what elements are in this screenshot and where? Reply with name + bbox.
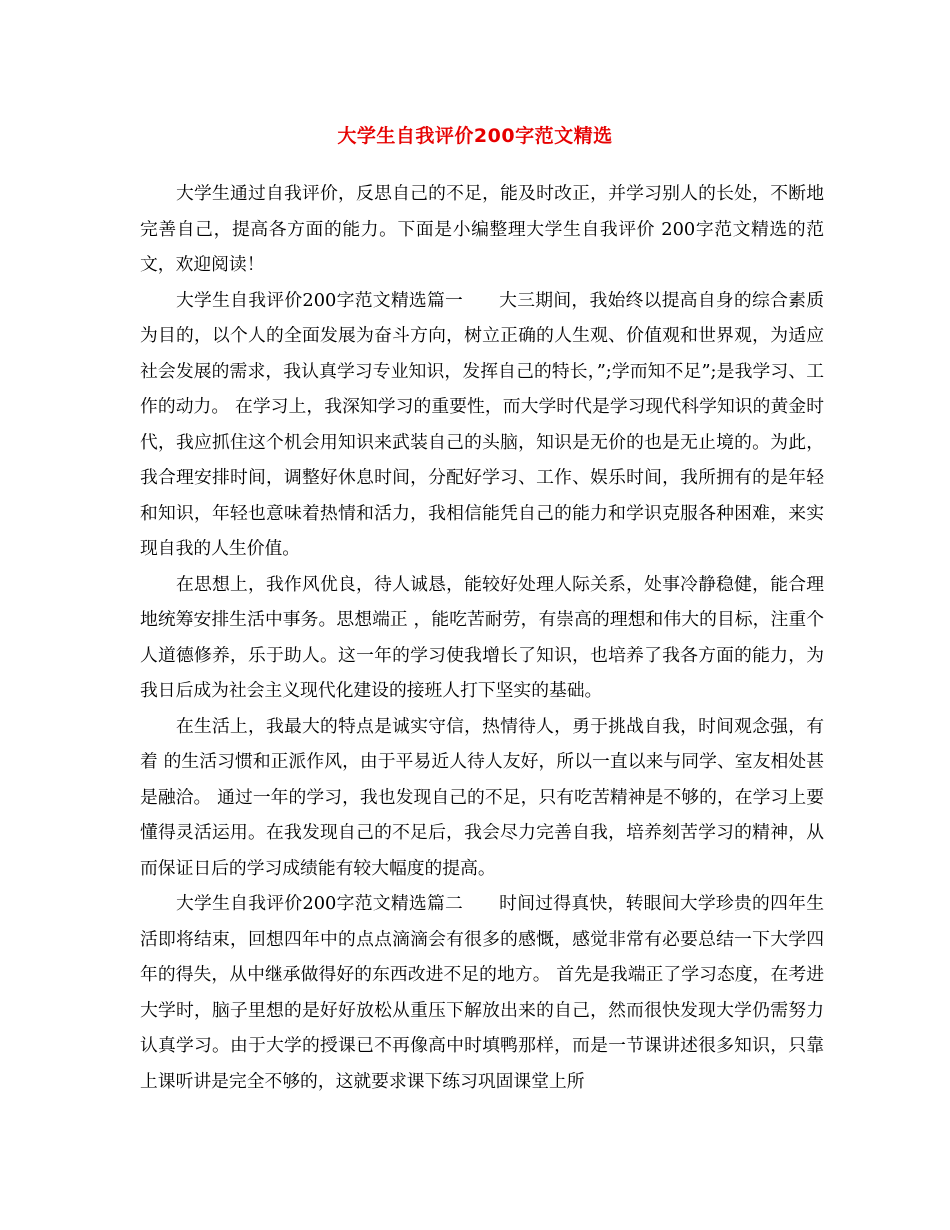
paragraph-intro: 大学生通过自我评价，反思自己的不足，能及时改正，并学习别人的长处，不断地完善自己，提高各方面的能力。下面是小编整理大学生自我评价 200字范文精选的范文，欢迎阅读！ (140, 183, 824, 275)
document-title: 大学生自我评价200字范文精选 (337, 125, 613, 147)
paragraph-thought: 在思想上，我作风优良，待人诚恳，能较好处理人际关系，处事冷静稳健，能合理地统筹安排生活中事务。思想端正 ，能吃苦耐劳，有崇高的理想和伟大的目标，注重个人道德修养，乐于助人。这一年的学习使我增长了知识，也培养了我各方面的能力，为我日后成为社会主义现代化建设的接班人打下坚实的基础。 (140, 573, 824, 701)
paragraph-sample-one: 大学生自我评价200字范文精选篇一 大三期间，我始终以提高自身的综合素质为目的，以个人的全面发展为奋斗方向，树立正确的人生观、价值观和世界观，为适应社会发展的需求，我认真学习专业知识，发挥自己的特长，”;学而知不足”;是我学习、工作的动力。 在学习上，我深知学习的重要性，而大学时代是学习现代科学知识的黄金时代，我应抓住这个机会用知识来武装自己的头脑，知识是无价的也是无止境的。为此，我合理安排时间，调整好休息时间，分配好学习、工作、娱乐时间，我所拥有的是年轻和知识，年轻也意味着热情和活力，我相信能凭自己的能力和学识克服各种困难，来实现自我的人生价值。 (140, 289, 824, 559)
paragraph-life: 在生活上，我最大的特点是诚实守信，热情待人，勇于挑战自我，时间观念强，有着 的生活习惯和正派作风，由于平易近人待人友好，所以一直以来与同学、室友相处甚是融洽。 通过一年的学习，我也发现自己的不足，只有吃苦精神是不够的，在学习上要懂得灵活运用。在我发现自己的不足后，我会尽力完善自我，培养刻苦学习的精神，从而保证日后的学习成绩能有较大幅度的提高。 (140, 715, 824, 879)
document-body (140, 176, 824, 1099)
paragraph-sample-two: 大学生自我评价200字范文精选篇二 时间过得真快，转眼间大学珍贵的四年生活即将结束，回想四年中的点点滴滴会有很多的感慨，感觉非常有必要总结一下大学四年的得失，从中继承做得好的东西改进不足的地方。 首先是我端正了学习态度，在考进大学时，脑子里想的是好好放松从重压下解放出来的自己，然而很快发现大学仍需努力认真学习。由于大学的授课已不再像高中时填鸭那样，而是一节课讲述很多知识，只靠上课听讲是完全不够的，这就要求课下练习巩固课堂上所 (140, 893, 824, 1092)
